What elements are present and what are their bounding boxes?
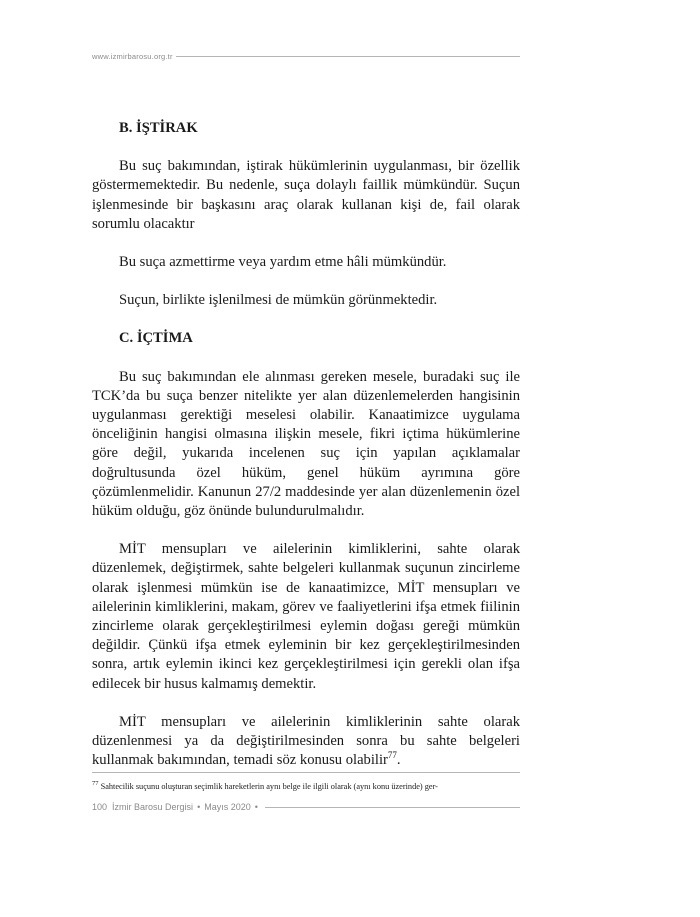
section-c-paragraph-3-text: MİT mensupları ve ailelerinin kimliklerinin sahte olarak düzenlenmesi ya da değiştirilmesinden sonra bu sahte belgeleri kullanmak bakımından, temadi söz konusu olabilir (92, 713, 520, 769)
footnote-text: Sahtecilik suçunu oluşturan seçimlik hareketlerin aynı belge ile ilgili olarak (aynı konu üzerinde) ger- (100, 782, 438, 791)
body-text (92, 110, 520, 770)
header-rule (176, 56, 520, 57)
footer-separator-end: • (254, 802, 258, 812)
page-header (92, 52, 520, 61)
section-b-paragraph-1: Bu suç bakımından, iştirak hükümlerinin uygulanması, bir özellik göstermemektedir. Bu nedenle, suça dolaylı faillik mümkündür. Suçun işlenmesinde bir başkasını araç olarak kullanan kişi de, fail olarak sorumlu olacaktır (92, 158, 520, 232)
header-url: www.izmirbarosu.org.tr (92, 52, 173, 61)
section-c-heading: C. İÇTİMA (119, 330, 193, 347)
page-footer (92, 802, 520, 812)
section-c-paragraph-3: MİT mensupları ve ailelerinin kimliklerinin sahte olarak düzenlenmesi ya da değiştirilmesinden sonra bu sahte belgeleri kullanmak bakımından, temadi söz konusu olabilir$^{77}$. (92, 713, 520, 769)
footer-rule (265, 807, 520, 808)
footnote-rule (92, 772, 520, 773)
section-b-heading: B. İŞTİRAK (119, 120, 198, 136)
footer-separator: • (197, 802, 201, 812)
section-c-paragraph-2: MİT mensupları ve ailelerinin kimliklerini, sahte olarak düzenlemek, değiştirmek, sahte belgeleri kullanmak suçunun zincirleme olarak işlenmesi mümkün ise de kanaatimizce, MİT mensupları ve ailelerinin kimliklerini, makam, görev ve faaliyetlerini ifşa etmek fiilinin zincirleme olarak gerçekleştirilmesi eylemin doğası gereği mümkün değildir. Çünkü ifşa etmek eyleminin bir kez gerçekleştirilmesinden sonra, artık eylemin ikinci kez gerçekleştirilmesi için gerekli olan ifşa edilecek bir husus kalmamış demektir. (92, 541, 520, 692)
footnote-number: 77 (92, 781, 99, 788)
footnote (92, 781, 520, 792)
section-b-paragraph-3: Suçun, birlikte işlenilmesi de mümkün görünmektedir. (119, 292, 438, 309)
issue-date: Mayıs 2020 (204, 802, 251, 812)
page-number: 100 (92, 802, 108, 812)
journal-name: İzmir Barosu Dergisi (112, 802, 194, 812)
section-b-paragraph-2: Bu suça azmettirme veya yardım etme hâli mümkündür. (119, 254, 447, 271)
section-c-paragraph-1: Bu suç bakımından ele alınması gereken mesele, buradaki suç ile TCK’da bu suça benzer nitelikte yer alan düzenlemelerden hangisinin uygulanması gerektiği meselesi olabilir. Kanaatimizce uygulama önceliğinin hangisi olmasına ilişkin mesele, fikri içtima hükümlerine göre değil, yukarıda incelenen suç için yapılan açıklamalar doğrultusunda özel hüküm, genel hüküm ayrımına göre çözümlenmelidir. Kanunun 27/2 maddesinde yer alan düzenlemenin özel hüküm olduğu, göz önünde bulundurulmalıdır. (92, 368, 520, 520)
footnote-reference[interactable]: 77 (387, 750, 397, 761)
